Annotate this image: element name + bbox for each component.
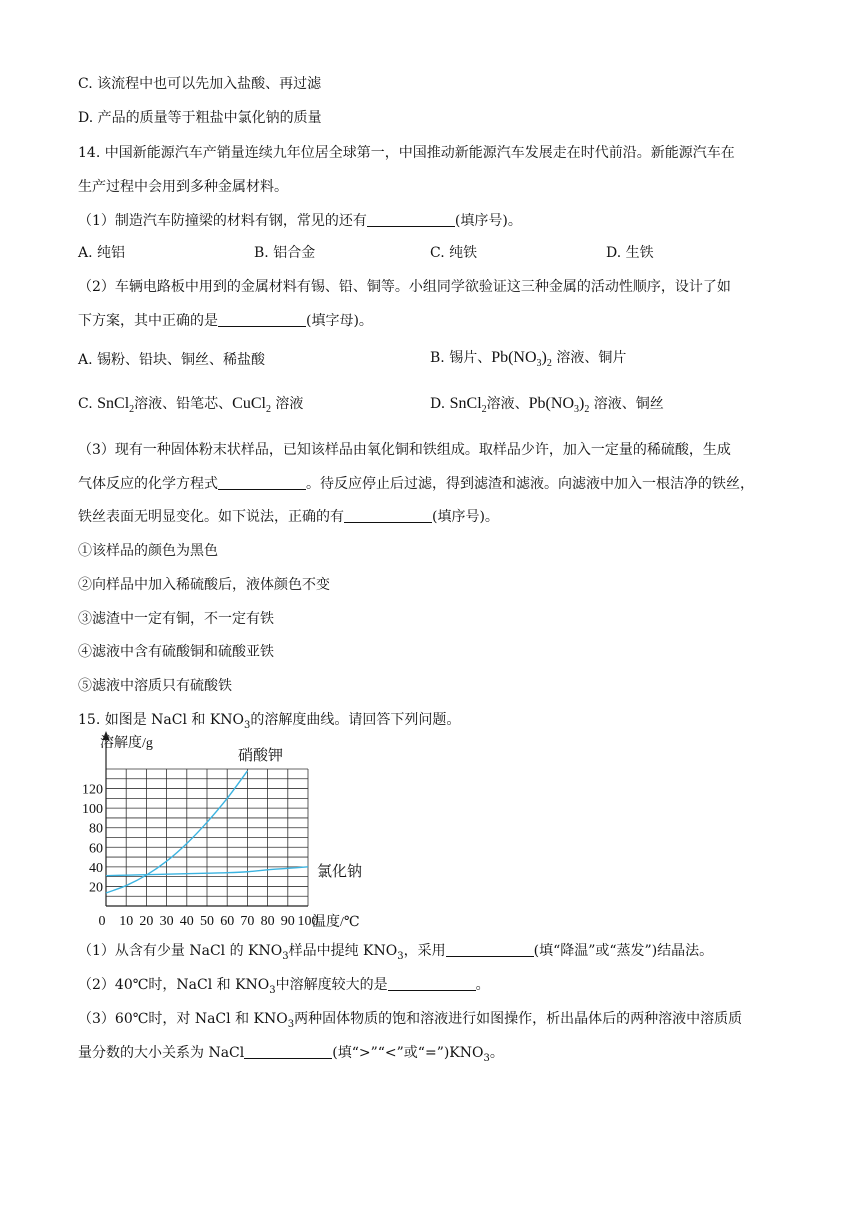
option-c-text: C. — [78, 396, 98, 412]
subscript: 2 — [546, 358, 552, 369]
q15-stem-text: 15. 如图是 NaCl 和 KNO — [78, 712, 245, 728]
grid-lines — [106, 769, 308, 906]
subscript: 3 — [282, 951, 289, 962]
q14-part1-option-c: C. 纯铁 — [430, 245, 478, 261]
q14-part2-text: 下方案，其中正确的是 — [78, 313, 218, 329]
q13-option-d: D. 产品的质量等于粗盐中氯化钠的质量 — [78, 110, 322, 126]
x-tick-label: 0 — [98, 914, 106, 929]
subscript: 3 — [483, 1053, 490, 1064]
q14-stem-line2: 生产过程中会用到多种金属材料。 — [78, 179, 288, 195]
formula-text: CuCl — [232, 395, 266, 412]
kno3-series-label: 硝酸钾 — [238, 748, 284, 764]
y-axis-label: 溶解度/g — [100, 736, 153, 751]
subscript: 2 — [129, 404, 135, 415]
q15-part3-text: 量分数的大小关系为 NaCl — [78, 1045, 245, 1061]
answer-blank[interactable] — [218, 312, 306, 327]
formula-text: SnCl — [97, 395, 130, 412]
q15-part1-text: （1）从含有少量 NaCl 的 KNO — [78, 943, 283, 959]
subscript: 2 — [265, 404, 271, 415]
y-tick-label: 100 — [82, 802, 103, 818]
cucl2-formula — [232, 395, 271, 415]
subscript: 3 — [574, 404, 579, 415]
q14-part3-line2 — [78, 474, 754, 494]
q15-part3-text: （3）60℃时，对 NaCl 和 KNO — [78, 1011, 288, 1027]
q14-part2-line1: （2）车辆电路板中用到的金属材料有锡、铅、铜等。小组同学欲验证这三种金属的活动性顺序，设计了如 — [78, 279, 731, 295]
q15-part1-text: 样品中提纯 KNO — [288, 943, 398, 959]
option-d-text: 溶液、 — [486, 396, 529, 412]
option-d-text: 溶液、铜丝 — [593, 396, 664, 412]
x-tick-label: 60 — [220, 914, 235, 929]
q14-part1-option-d: D. 生铁 — [606, 245, 654, 261]
q14-part2-line2 — [78, 311, 373, 331]
q14-part1-text: （1）制造汽车防撞梁的材料有钢，常见的还有 — [78, 213, 367, 229]
statement-item: ④滤液中含有硫酸铜和硫酸亚铁 — [78, 644, 274, 660]
q14-part2-option-d — [430, 394, 664, 414]
q14-part3-line3 — [78, 507, 499, 527]
q15-part3-text: 两种固体物质的饱和溶液进行如图操作，析出晶体后的两种溶液中溶质质 — [294, 1011, 743, 1027]
pb-no3-formula: $Pb(NO_3)_2$ — [528, 395, 590, 415]
answer-blank[interactable] — [244, 1044, 332, 1059]
q14-part2-hint: (填字母)。 — [306, 313, 373, 329]
x-tick-label: 90 — [280, 914, 295, 929]
q15-stem-text: 的溶解度曲线。请回答下列问题。 — [250, 712, 461, 728]
answer-blank[interactable] — [446, 942, 534, 957]
formula-text: Pb(NO — [528, 395, 574, 412]
sncl2-formula — [449, 395, 487, 415]
q15-stem — [78, 710, 460, 730]
x-axis-label: 温度/℃ — [312, 915, 360, 930]
subscript: 3 — [536, 358, 542, 369]
subscript: 3 — [287, 1019, 295, 1030]
q14-part1-hint: (填序号)。 — [454, 213, 522, 229]
subscript: 3 — [244, 720, 251, 731]
q14-part3-text: 。待反应停止后过滤，得到滤渣和滤液。向滤液中加入一根洁净的铁丝， — [306, 476, 754, 492]
x-tick-label: 80 — [260, 914, 275, 929]
subscript: 3 — [269, 985, 276, 996]
y-tick-label: 60 — [89, 841, 103, 857]
q15-part2-text: 。 — [475, 977, 490, 993]
q15-part2 — [78, 975, 490, 995]
q14-part3-text: 铁丝表面无明显变化。如下说法，正确的有 — [78, 509, 344, 525]
option-b-text: B. 锡片、 — [430, 350, 492, 366]
q15-part1-hint: (填“降温”或“蒸发”)结晶法。 — [533, 943, 714, 959]
answer-blank[interactable] — [344, 508, 432, 523]
x-tick-label: 40 — [179, 914, 194, 929]
answer-blank[interactable] — [367, 212, 455, 227]
q14-part3-hint: (填序号)。 — [432, 509, 499, 525]
statement-item: ③滤渣中一定有铜，不一定有铁 — [78, 611, 274, 627]
pb-no3-formula: $Pb(NO_3)_2$ — [491, 349, 552, 369]
x-tick-label: 70 — [240, 914, 255, 929]
q15-part3-hint: (填“>”“<”或“=”)KNO — [332, 1045, 484, 1061]
x-tick-label: 100 — [297, 914, 319, 929]
statement-item: ⑤滤液中溶质只有硫酸铁 — [78, 678, 232, 694]
subscript: 2 — [481, 404, 487, 415]
q15-part2-text: （2）40℃时，NaCl 和 KNO — [78, 977, 270, 993]
q14-part1-option-a: A. 纯铝 — [78, 245, 126, 261]
answer-blank[interactable] — [388, 976, 476, 991]
y-tick-label: 40 — [89, 860, 103, 876]
x-tick-label: 50 — [200, 914, 214, 929]
x-tick-label: 20 — [139, 914, 154, 929]
option-d-text: D. — [430, 396, 450, 412]
q13-option-c: C. 该流程中也可以先加入盐酸、再过滤 — [78, 76, 322, 92]
y-tick-labels — [82, 783, 103, 896]
y-tick-label: 80 — [89, 821, 103, 837]
x-tick-labels — [99, 914, 319, 929]
q14-stem-line1: 14. 中国新能源汽车产销量连续九年位居全球第一，中国推动新能源汽车发展走在时代前沿。新能源汽车在 — [78, 145, 735, 161]
q15-part1-text: ，采用 — [403, 943, 446, 959]
option-b-text: 溶液、铜片 — [556, 350, 627, 366]
sncl2-formula — [97, 395, 135, 415]
q14-part1 — [78, 211, 522, 231]
y-tick-label: 120 — [82, 782, 103, 798]
formula-text: Pb(NO — [491, 349, 537, 366]
answer-blank[interactable] — [218, 475, 306, 490]
q14-part2-option-c — [78, 394, 303, 414]
nacl-series-label: 氯化钠 — [317, 864, 363, 880]
statement-item: ①该样品的颜色为黑色 — [78, 543, 218, 559]
q15-part1 — [78, 941, 713, 961]
q14-part1-option-b: B. 铝合金 — [254, 245, 316, 261]
q15-part2-text: 中溶解度较大的是 — [275, 977, 388, 993]
statement-item: ②向样品中加入稀硫酸后，液体颜色不变 — [78, 577, 330, 593]
subscript: 2 — [584, 404, 590, 415]
option-c-text: 溶液 — [275, 396, 304, 412]
q14-part3-text: 气体反应的化学方程式 — [78, 476, 218, 492]
q15-part3-text: 。 — [489, 1045, 504, 1061]
x-tick-label: 10 — [119, 914, 134, 929]
q14-part2-option-a: A. 锡粉、铅块、铜丝、稀盐酸 — [78, 352, 266, 368]
solubility-chart — [80, 728, 380, 932]
q14-part2-option-b — [430, 348, 626, 368]
option-c-text: 溶液、铅笔芯、 — [134, 396, 233, 412]
formula-text: SnCl — [449, 395, 482, 412]
q15-part3-line1 — [78, 1009, 742, 1029]
x-tick-label: 30 — [159, 914, 174, 929]
subscript: 3 — [397, 951, 404, 962]
q14-part3-line1: （3）现有一种固体粉末状样品，已知该样品由氧化铜和铁组成。取样品少许，加入一定量的稀硫酸，生成 — [78, 442, 731, 458]
y-tick-label: 20 — [89, 880, 103, 896]
q15-part3-line2 — [78, 1043, 504, 1063]
